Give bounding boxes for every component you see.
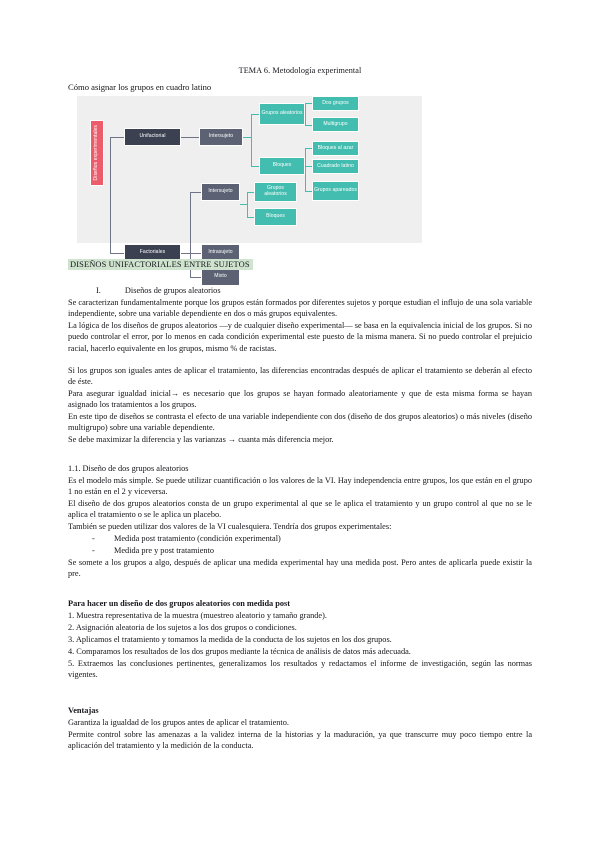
list-item-text: Medida pre y post tratamiento	[114, 546, 214, 555]
connector-root-to-factoriales	[110, 253, 124, 254]
connector-to-cuadrado-latino	[305, 166, 312, 167]
diagram-node-grupos-apareados	[312, 181, 359, 201]
numbered-item-1-number: I.	[96, 286, 101, 295]
diagram-node-dos-grupos-label: Dos grupos	[322, 99, 349, 106]
paragraph-10: Se somete a los grupos a algo, después de aplicar una medida experimental hay una medida post. Pero antes de aplicarla puede existir la pre.	[68, 558, 532, 579]
diagram-node-bloques-2-label: Bloques	[266, 213, 285, 220]
diagram-node-intersujeto-label: Intersujeto	[208, 133, 234, 140]
connector-to-grupos-aleatorios	[251, 114, 259, 115]
diagram-node-dos-grupos	[312, 96, 359, 111]
step-item: 1. Muestra representativa de la muestra (muestreo aleatorio y tamaño grande).	[68, 611, 327, 620]
connector-to-grupos-apareados	[305, 191, 312, 192]
diagram-node-cuadrado-latino	[312, 159, 359, 174]
diagram-node-intrasujeto-label: Intrasujeto	[208, 249, 233, 256]
diagram-node-multigrupo	[312, 117, 359, 132]
connector-to-bloques2	[247, 217, 254, 218]
connector-to-grupos-aleatorios2	[247, 192, 254, 193]
subheading-1-1: 1.1. Diseño de dos grupos aleatorios	[68, 464, 189, 473]
list-item-marker: -	[92, 546, 95, 555]
list-item-marker: -	[92, 534, 95, 543]
paragraph-7: Es el modelo más simple. Se puede utilizar cuantificación o los valores de la VI. Hay independencia entre grupos, los que están en el grupo 1 no están en el 2 y viceversa.	[68, 476, 532, 497]
connector-root-to-unifactorial	[110, 137, 124, 138]
connector-intersujeto-stub	[243, 137, 252, 138]
diagram-node-factoriales-label: Factoriales	[139, 249, 166, 256]
step-item: 3. Aplicamos el tratamiento y tomamos la medida de la conducta de los sujetos en los dos grupos.	[68, 635, 392, 644]
diagram-node-bloques	[259, 157, 305, 175]
connector-intersujeto2-stub	[240, 204, 248, 205]
step-item: 5. Extraemos las conclusiones pertinentes, generalizamos los resultados y redactamos el informe de investigación, según las normas vigentes.	[68, 659, 532, 680]
paragraph-11: Garantiza la igualdad de los grupos antes de aplicar el tratamiento.	[68, 718, 289, 727]
list-item-text: Medida post tratamiento (condición experimental)	[114, 534, 281, 543]
connector-to-mixto	[190, 277, 201, 278]
connector-bloques-vertical	[305, 148, 306, 192]
diagram-node-grupos-apareados-label: Grupos apareados	[314, 187, 357, 194]
diagram-node-bloques-al-azar	[312, 141, 359, 156]
connector-to-multigrupo	[305, 125, 312, 126]
paragraph-8: El diseño de dos grupos aleatorios consta de un grupo experimental al que se le aplica el tratamiento y un grupo control al que no se le aplica el tratamiento o se le aplica un placebo.	[68, 499, 532, 520]
diagram-node-mixto	[201, 268, 240, 286]
diagram-node-grupos-aleatorios-2	[254, 182, 297, 202]
diagram-node-multigrupo-label: Multigrupo	[323, 120, 348, 127]
paragraph-6: Se debe maximizar la diferencia y las varianzas → cuanta más diferencia mejor.	[68, 435, 334, 444]
paragraph-1: Se caracterizan fundamentalmente porque los grupos están formados por diferentes sujetos y porque estudian el influjo de una sola variable independiente, sobre una variable dependiente en dos o más grupos equivalentes.	[68, 298, 532, 319]
diagram-node-grupos-aleatorios-label: Grupos aleatorios	[261, 110, 303, 117]
heading-procedimiento: Para hacer un diseño de dos grupos aleatorios con medida post	[68, 599, 291, 608]
connector-root-vertical	[110, 137, 111, 254]
list-item	[92, 533, 532, 544]
diagram-node-intersujeto-2-label: Intersujeto	[208, 188, 233, 195]
diagram-node-root-label: Diseños experimentales	[93, 125, 100, 181]
step-item: 2. Asignación aleatoria de los sujetos a los dos grupos o condiciones.	[68, 623, 297, 632]
diagram-node-unifactorial-label: Unifactorial	[139, 133, 166, 140]
connector-to-intersujeto2	[190, 192, 201, 193]
diagram-node-unifactorial	[124, 128, 181, 146]
paragraph-5: En este tipo de diseños se contrasta el efecto de una variable independiente con dos (diseño de dos grupos aleatorios) o más niveles (diseño multigrupo) sobre una variable dependiente.	[68, 412, 532, 433]
paragraph-2: La lógica de los diseños de grupos aleatorios —y de cualquier diseño experimental— se basa en la equivalencia inicial de los grupos. Si no puedo controlar el error, por lo menos en cada condición experimental este puesto de la misma manera. Si no puedo controlar el prejuicio racial, hacerlo equivalente en los grupos, mismo % de racistas.	[68, 321, 532, 353]
diagram-node-mixto-label: Mixto	[214, 273, 227, 280]
diagram-node-intersujeto-2	[201, 183, 240, 201]
diagram-node-grupos-aleatorios-2-label: Grupos aleatorios	[264, 185, 287, 197]
connector-to-bloques	[251, 166, 259, 167]
document-subtitle: Cómo asignar los grupos en cuadro latino	[68, 82, 212, 92]
connector-intersujeto-vertical	[251, 114, 252, 167]
paragraph-9: También se pueden utilizar dos valores de la VI cualesquiera. Tendría dos grupos experimentales:	[68, 522, 392, 531]
connector-to-dos-grupos	[305, 103, 312, 104]
numbered-item-1	[96, 285, 532, 296]
paragraph-4: Para asegurar igualdad inicial→ es necesario que los grupos se hayan formado aleatoriamente y que de esta misma forma se hayan asignado los tratamientos a los grupos.	[68, 389, 532, 410]
diagram-node-grupos-aleatorios	[259, 103, 305, 125]
diagram-node-bloques-al-azar-label: Bloques al azar	[317, 144, 354, 151]
diagram-node-bloques-label: Bloques	[272, 162, 292, 169]
diagram-node-root	[90, 120, 104, 186]
heading-ventajas: Ventajas	[68, 706, 99, 715]
connector-to-intrasujeto	[190, 253, 201, 254]
paragraph-12: Permite control sobre las amenazas a la validez interna de la historias y la maduración, ya que transcurre muy poco tiempo entre la aplicación del tratamiento y la medición de la conducta.	[68, 730, 532, 751]
connector-to-bloques-al-azar	[305, 148, 312, 149]
diagram-node-intersujeto	[199, 128, 243, 146]
list-item	[92, 545, 532, 556]
numbered-item-1-title: Diseños de grupos aleatorios	[124, 286, 221, 295]
step-item: 4. Comparamos los resultados de los dos grupos mediante la técnica de análisis de datos más adecuada.	[68, 647, 411, 656]
diagram-node-bloques-2	[254, 208, 297, 226]
section-heading-main: DISEÑOS UNIFACTORIALES ENTRE SUJETOS	[68, 259, 253, 270]
connector-unifactorial-to-intersujeto	[181, 137, 199, 138]
diagram-node-cuadrado-latino-label: Cuadrado latino	[317, 162, 354, 169]
paragraph-3: Si los grupos son iguales antes de aplicar el tratamiento, las diferencias encontradas después de aplicar el tratamiento se deberán al efecto de éste.	[68, 366, 532, 387]
document-title: TEMA 6. Metodología experimental	[238, 66, 362, 75]
